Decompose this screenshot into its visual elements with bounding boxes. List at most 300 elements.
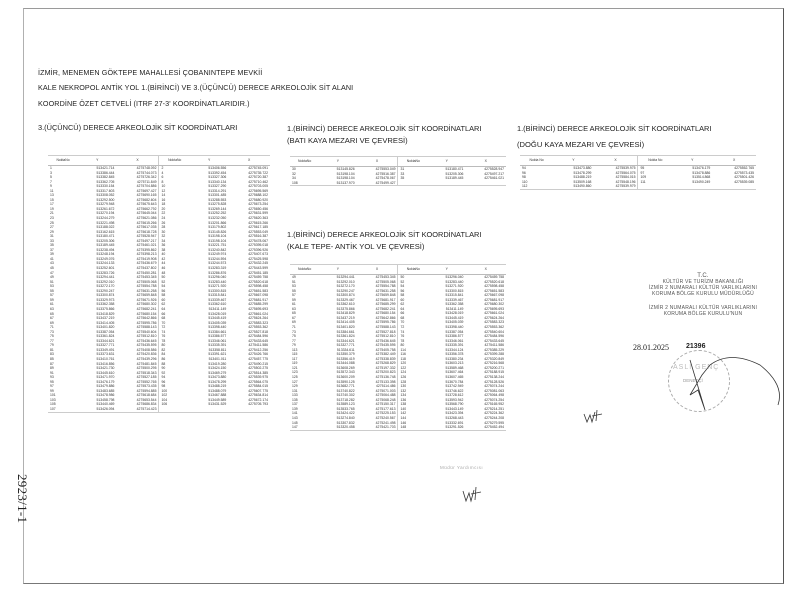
- dogu-title-line1: 1.(BİRİNCİ) DERECE ARKEOLOJİK SİT KOORDİNATLARI: [517, 124, 712, 133]
- x-coordinate-cell: 4275659.848: [375, 293, 396, 298]
- point-number-cell: 23: [50, 216, 54, 221]
- column-header: X: [465, 265, 506, 275]
- y-coordinate-cell: 513418.829: [336, 311, 355, 316]
- x-coordinate-cell: 4275216.568: [484, 361, 504, 366]
- y-coordinate-cell: 513291.526: [445, 425, 464, 430]
- point-number-cell: 83: [50, 352, 54, 357]
- point-number-cell: 55: [50, 288, 54, 293]
- y-coordinate-cell: 513740.302: [336, 393, 355, 398]
- signature-stamp-icon: [660, 350, 790, 430]
- y-coordinate-cell: 513344.621: [96, 338, 115, 343]
- point-number-cell: 113: [292, 347, 298, 352]
- point-number-cell: 106: [159, 402, 190, 407]
- y-coordinate-cell: 513392.454: [208, 170, 227, 175]
- table-header-row: [290, 265, 506, 275]
- y-coordinate-cell: 513572.343: [336, 370, 355, 375]
- y-coordinate-cell: 513198.104: [336, 171, 355, 176]
- x-coordinate-cell: 4275484.596: [484, 334, 504, 339]
- y-coordinate-cell: 513137.970: [336, 180, 355, 185]
- y-coordinate-cell: 513375.866: [96, 306, 115, 311]
- x-coordinate-cell: 4275497.217: [484, 171, 504, 176]
- x-coordinate-cell: 4275452.494: [484, 425, 504, 430]
- point-number-cell: 64: [159, 307, 190, 312]
- x-coordinate-cell: 4275650.456: [248, 206, 268, 211]
- y-coordinate-cell: 513488.219: [573, 175, 592, 180]
- point-number-cell: 78: [398, 339, 428, 344]
- y-coordinate-cell: 513269.144: [208, 206, 227, 211]
- y-coordinate-cell: 513670.784: [445, 379, 464, 384]
- point-number-cell: 101: [50, 393, 56, 398]
- x-coordinate-cell: 4275681.917: [248, 297, 268, 302]
- point-number-cell: 44: [159, 261, 190, 266]
- x-coordinate-cell: 4275553.362: [248, 325, 268, 330]
- point-number-cell: 62: [398, 302, 428, 307]
- point-number-cell: 48: [159, 271, 190, 276]
- y-coordinate-cell: 513742.949: [445, 384, 464, 389]
- point-number-cell: 147: [292, 425, 298, 430]
- point-number-cell: 28: [159, 225, 190, 230]
- x-coordinate-cell: 4275395.018: [248, 243, 268, 248]
- x-coordinate-cell: 4275695.693: [248, 306, 268, 311]
- y-coordinate-cell: 513145.826: [208, 229, 227, 234]
- point-number-cell: 82: [159, 348, 190, 353]
- y-coordinate-cell: 513271.920: [208, 284, 227, 289]
- y-coordinate-cell: 513332.691: [445, 420, 464, 425]
- x-coordinate-cell: 4275420.836: [136, 352, 157, 357]
- point-number-cell: 80: [398, 343, 428, 348]
- x-coordinate-cell: 4275624.264: [484, 315, 504, 320]
- point-number-cell: 74: [398, 330, 428, 335]
- point-number-cell: 140: [398, 407, 428, 412]
- point-number-cell: 69: [292, 320, 296, 325]
- y-coordinate-cell: 513240.842: [208, 247, 227, 252]
- x-coordinate-cell: 4275133.398: [375, 379, 396, 384]
- y-coordinate-cell: 513340.134: [208, 179, 227, 184]
- x-coordinate-cell: 4275554.788: [375, 284, 396, 289]
- y-coordinate-cell: 513272.170: [336, 284, 355, 289]
- y-coordinate-cell: 513292.500: [96, 197, 115, 202]
- y-coordinate-cell: 513329.973: [96, 297, 115, 302]
- point-number-cell: 45: [50, 266, 54, 271]
- y-coordinate-cell: 513445.610: [96, 370, 115, 375]
- point-number-cell: 30: [159, 230, 190, 235]
- center-signature-icon: [461, 485, 483, 505]
- point-number-cell: 94: [159, 375, 190, 380]
- point-number-cell: 49: [50, 275, 54, 280]
- x-coordinate-cell: 4275584.015: [615, 175, 636, 180]
- x-coordinate-cell: 4275615.266: [136, 220, 157, 225]
- y-coordinate-cell: 513356.378: [445, 352, 464, 357]
- x-coordinate-cell: 4275279.595: [484, 420, 504, 425]
- x-coordinate-cell: 4275450.281: [136, 270, 157, 275]
- column-header: Y: [428, 265, 465, 275]
- x-coordinate-cell: 4275527.818: [248, 329, 268, 334]
- x-coordinate-cell: 4275667.098: [248, 293, 268, 298]
- x-coordinate-cell: 4275685.299: [375, 302, 396, 307]
- x-coordinate-cell: 4275703.005: [248, 184, 268, 189]
- y-coordinate-cell: 513437.219: [96, 316, 115, 321]
- x-coordinate-cell: 4275682.241: [375, 306, 396, 311]
- y-coordinate-cell: 513314.291: [208, 188, 227, 193]
- x-coordinate-cell: 4275505.068: [136, 279, 157, 284]
- y-coordinate-cell: 513449.589: [208, 397, 227, 402]
- point-number-cell: 124: [398, 370, 428, 375]
- stamp-date: 28.01.2025: [633, 343, 669, 352]
- kale-title-line1: 1.(BİRİNCİ) DERECE ARKEOLOJİK SİT KOORDİNATLARI: [287, 230, 482, 239]
- y-coordinate-cell: 513483.685: [96, 388, 115, 393]
- x-coordinate-cell: 4275385.229: [484, 347, 504, 352]
- x-coordinate-cell: 4275240.567: [375, 415, 396, 420]
- point-number-cell: 142: [398, 411, 428, 416]
- point-number-cell: 29: [50, 229, 54, 234]
- x-coordinate-cell: 4275200.271: [484, 365, 504, 370]
- y-coordinate-cell: 513443.149: [445, 406, 464, 411]
- x-coordinate-cell: 4275645.044: [136, 211, 157, 216]
- column-header: NoktaNo: [290, 157, 319, 167]
- x-coordinate-cell: 4275500.295: [136, 366, 157, 371]
- x-coordinate-cell: 4275520.618: [248, 279, 268, 284]
- point-number-cell: 94: [522, 166, 526, 170]
- x-coordinate-cell: 4275634.814: [248, 393, 268, 398]
- point-number-cell: 118: [398, 357, 428, 362]
- point-number-cell: 26: [159, 221, 190, 226]
- point-number-cell: 96: [522, 170, 526, 175]
- x-coordinate-cell: 4275651.583: [484, 288, 504, 293]
- point-number-cell: [638, 184, 672, 189]
- y-coordinate-cell: 513362.610: [208, 302, 227, 307]
- y-coordinate-cell: 513593.942: [445, 397, 464, 402]
- y-coordinate-cell: 513590.125: [336, 379, 355, 384]
- y-coordinate-cell: 513431.529: [208, 402, 227, 407]
- y-coordinate-cell: 513283.440: [445, 279, 464, 284]
- y-coordinate-cell: 513473.880: [573, 166, 592, 170]
- point-number-cell: [398, 181, 428, 186]
- table-header-row: [48, 156, 270, 166]
- x-coordinate-cell: 4275225.153: [375, 411, 396, 416]
- point-number-cell: 32: [159, 234, 190, 239]
- header-coordinate-system: KOORDİNE ÖZET CETVELİ (ITRF 27-3' KOORDİNATLARIDIR.): [38, 99, 250, 108]
- column-header: X: [357, 157, 398, 167]
- point-number-cell: 40: [159, 252, 190, 257]
- y-coordinate-cell: 513272.170: [96, 284, 115, 289]
- x-coordinate-cell: 4275598.458: [484, 284, 504, 289]
- point-number-cell: 63: [292, 306, 296, 311]
- x-coordinate-cell: 4275661.024: [484, 311, 504, 316]
- y-coordinate-cell: 513401.820: [336, 325, 355, 330]
- third-degree-table: [48, 155, 270, 413]
- header-location: İZMİR, MENEMEN GÖKTEPE MAHALLESİ ÇOBANINTEPE MEVKİİ: [38, 68, 263, 77]
- point-number-cell: 14: [159, 193, 190, 198]
- point-number-cell: 78: [159, 339, 190, 344]
- y-coordinate-cell: 513296.040: [445, 275, 464, 279]
- point-number-cell: 75: [292, 334, 296, 339]
- x-coordinate-cell: 4275478.067: [375, 176, 396, 181]
- point-number-cell: 85: [50, 356, 54, 361]
- x-coordinate-cell: 4275478.067: [248, 238, 268, 243]
- point-number-cell: 22: [159, 211, 190, 216]
- x-coordinate-cell: 4275396.926: [248, 247, 268, 252]
- y-coordinate-cell: 513362.358: [96, 302, 115, 307]
- y-coordinate-cell: 513179.802: [208, 225, 227, 230]
- y-coordinate-cell: 513244.573: [208, 261, 227, 266]
- y-coordinate-cell: 513490.860: [573, 184, 592, 189]
- y-coordinate-cell: 513440.469: [96, 402, 115, 407]
- y-coordinate-cell: 513189.445: [96, 243, 115, 248]
- y-coordinate-cell: 513271.920: [445, 284, 464, 289]
- x-coordinate-cell: 4275512.810: [375, 334, 396, 339]
- y-coordinate-cell: 513283.319: [208, 266, 227, 271]
- point-number-cell: 50: [159, 275, 190, 280]
- y-coordinate-cell: 513600.209: [336, 375, 355, 380]
- y-coordinate-cell: 513346.061: [208, 338, 227, 343]
- y-coordinate-cell: 513294.441: [336, 275, 355, 279]
- y-coordinate-cell: 513274.840: [336, 415, 355, 420]
- point-number-cell: 73: [292, 329, 296, 334]
- y-coordinate-cell: 513327.306: [208, 175, 227, 180]
- y-coordinate-cell: 513401.820: [96, 325, 115, 330]
- y-coordinate-cell: 513270.194: [96, 211, 115, 216]
- point-number-cell: 69: [50, 320, 54, 325]
- point-number-cell: 126: [398, 375, 428, 380]
- x-coordinate-cell: 4275138.244: [484, 375, 504, 380]
- x-coordinate-cell: 4275505.068: [375, 279, 396, 284]
- y-coordinate-cell: 513386.577: [208, 334, 227, 339]
- point-number-cell: 25: [50, 220, 54, 225]
- point-number-cell: 77: [292, 338, 296, 343]
- y-coordinate-cell: 513308.052: [96, 193, 115, 198]
- x-coordinate-cell: 4275681.917: [375, 297, 396, 302]
- y-coordinate-cell: 513350.379: [336, 352, 355, 357]
- y-coordinate-cell: 513386.577: [445, 334, 464, 339]
- y-coordinate-cell: 513327.771: [336, 343, 355, 348]
- y-coordinate-cell: 513361.824: [96, 334, 115, 339]
- x-coordinate-cell: 4275484.596: [248, 334, 268, 339]
- y-coordinate-cell: 513424.422: [336, 411, 355, 416]
- y-coordinate-cell: 513252.252: [208, 211, 227, 216]
- x-coordinate-cell: 4275651.583: [248, 288, 268, 293]
- x-coordinate-cell: 4275680.154: [136, 311, 157, 316]
- x-coordinate-cell: 4275681.917: [484, 297, 504, 302]
- x-coordinate-cell: 4275539.975: [615, 166, 636, 170]
- y-coordinate-cell: 513300.874: [336, 293, 355, 298]
- x-coordinate-cell: 4275642.866: [375, 315, 396, 320]
- x-coordinate-cell: 4275620.363: [248, 216, 268, 221]
- x-coordinate-cell: 4275435.595: [375, 343, 396, 348]
- point-number-cell: 68: [159, 316, 190, 321]
- point-number-cell: 116: [398, 352, 428, 357]
- bati-subtitle: (BATI KAYA MEZARI VE ÇEVRESİ): [287, 136, 408, 145]
- y-coordinate-cell: 513320.458: [336, 425, 355, 430]
- x-coordinate-cell: 4275735.722: [248, 170, 268, 175]
- point-number-cell: 141: [292, 411, 298, 416]
- x-coordinate-cell: 4275548.196: [615, 179, 636, 184]
- kale-table: [290, 264, 506, 431]
- point-number-cell: 128: [398, 380, 428, 385]
- x-coordinate-cell: 4275618.728: [136, 229, 157, 234]
- point-number-cell: 117: [292, 356, 298, 361]
- y-coordinate-cell: 513275.828: [208, 202, 227, 207]
- y-coordinate-cell: 513300.874: [96, 293, 115, 298]
- y-coordinate-cell: 513405.039: [445, 320, 464, 325]
- x-coordinate-cell: 4275408.586: [136, 347, 157, 352]
- point-number-cell: 76: [159, 334, 190, 339]
- x-coordinate-cell: 4275662.792: [136, 206, 157, 211]
- x-coordinate-cell: 4275501.426: [734, 175, 754, 180]
- y-coordinate-cell: 513279.948: [96, 202, 115, 207]
- y-coordinate-cell: 513283.726: [96, 270, 115, 275]
- y-coordinate-cell: 513479.886: [96, 384, 115, 389]
- point-number-cell: 143: [292, 415, 298, 420]
- point-number-cell: 135: [292, 397, 298, 402]
- y-coordinate-cell: 513307.832: [336, 420, 355, 425]
- point-number-cell: 84: [159, 352, 190, 357]
- x-coordinate-cell: 4275554.788: [136, 284, 157, 289]
- x-coordinate-cell: [228, 407, 270, 412]
- y-coordinate-cell: 513286.876: [208, 270, 227, 275]
- x-coordinate-cell: 4275588.143: [136, 325, 157, 330]
- point-number-cell: 81: [50, 347, 54, 352]
- stamp-ministry: KÜLTÜR VE TURİZM BAKANLIĞI: [662, 279, 744, 285]
- y-coordinate-cell: 513380.234: [445, 356, 464, 361]
- x-coordinate-cell: 4275451.185: [248, 270, 268, 275]
- y-coordinate-cell: 513290.247: [96, 288, 115, 293]
- y-coordinate-cell: 513608.269: [336, 365, 355, 370]
- x-coordinate-cell: 4275518.343: [136, 370, 157, 375]
- kale-subtitle: (KALE TEPE- ANTİK YOL VE ÇEVRESİ): [287, 242, 425, 251]
- y-coordinate-cell: 513406.556: [208, 166, 227, 170]
- x-coordinate-cell: 4275490.215: [248, 361, 268, 366]
- point-number-cell: 75: [50, 334, 54, 339]
- point-number-cell: 9: [50, 184, 52, 189]
- y-coordinate-cell: 513261.672: [96, 206, 115, 211]
- point-number-cell: 111: [638, 180, 672, 185]
- y-coordinate-cell: 513387.054: [445, 329, 464, 334]
- column-header: X: [593, 156, 638, 166]
- x-coordinate-cell: 4275595.786: [136, 320, 157, 325]
- table-header-row: [290, 157, 506, 167]
- x-coordinate-cell: 4275399.288: [484, 352, 504, 357]
- x-coordinate-cell: 4275128.526: [484, 379, 504, 384]
- y-coordinate-cell: 513421.714: [96, 166, 115, 170]
- y-coordinate-cell: 513568.790: [445, 402, 464, 407]
- y-coordinate-cell: 513327.771: [96, 343, 115, 348]
- x-coordinate-cell: 4275516.387: [375, 171, 396, 176]
- point-number-cell: 43: [50, 261, 54, 266]
- point-number-cell: 54: [398, 284, 428, 289]
- y-coordinate-cell: 513188.022: [96, 225, 115, 230]
- column-header: Y: [319, 157, 356, 167]
- x-coordinate-cell: 4275685.299: [248, 302, 268, 307]
- x-coordinate-cell: 4275671.926: [136, 297, 157, 302]
- y-coordinate-cell: 513418.829: [96, 311, 115, 316]
- x-coordinate-cell: 4275436.679: [136, 261, 157, 266]
- x-coordinate-cell: [712, 184, 756, 189]
- point-number-cell: 92: [159, 371, 190, 376]
- y-coordinate-cell: 513238.494: [96, 247, 115, 252]
- column-header: NoktaNo: [48, 156, 78, 166]
- x-coordinate-cell: 4275436.645: [136, 338, 157, 343]
- point-number-cell: 133: [292, 393, 298, 398]
- bati-title: [287, 123, 481, 147]
- point-number-cell: 95: [638, 166, 672, 171]
- y-coordinate-cell: 513469.279: [208, 370, 227, 375]
- y-coordinate-cell: 513490.249: [692, 179, 711, 184]
- point-number-cell: 97: [638, 171, 672, 176]
- x-coordinate-cell: 4275617.035: [136, 225, 157, 230]
- point-number-cell: 57: [50, 293, 54, 298]
- point-number-cell: 68: [398, 316, 428, 321]
- point-number-cell: 57: [292, 293, 296, 298]
- x-coordinate-cell: 4275419.908: [136, 256, 157, 261]
- x-coordinate-cell: 4275068.248: [375, 397, 396, 402]
- y-coordinate-cell: 513292.010: [336, 279, 355, 284]
- point-number-cell: 80: [159, 343, 190, 348]
- y-coordinate-cell: 513398.440: [445, 325, 464, 330]
- x-coordinate-cell: 4275395.862: [136, 247, 157, 252]
- y-coordinate-cell: 513478.886: [692, 170, 711, 175]
- x-coordinate-cell: 4275443.599: [248, 266, 268, 271]
- x-coordinate-cell: 4275514.385: [248, 370, 268, 375]
- x-coordinate-cell: 4275197.332: [375, 365, 396, 370]
- point-number-cell: 86: [159, 357, 190, 362]
- stamp-decision-number: 21396: [686, 343, 706, 350]
- column-header: Nokta No: [638, 156, 672, 166]
- point-number-cell: 100: [159, 389, 190, 394]
- y-coordinate-cell: [428, 181, 465, 186]
- y-coordinate-cell: 513533.765: [336, 406, 355, 411]
- point-number-cell: 127: [292, 379, 298, 384]
- point-number-cell: 144: [398, 416, 428, 421]
- point-number-cell: 70: [159, 321, 190, 326]
- y-coordinate-cell: 513589.123: [336, 402, 355, 407]
- y-coordinate-cell: 513398.440: [208, 325, 227, 330]
- x-coordinate-cell: 4275680.302: [136, 302, 157, 307]
- y-coordinate-cell: 513249.974: [208, 252, 227, 257]
- point-number-cell: 56: [398, 289, 428, 294]
- point-number-cell: 99: [50, 388, 54, 393]
- dogu-subtitle: (DOĞU KAYA MEZARI VE ÇEVRESİ): [517, 140, 645, 149]
- x-coordinate-cell: 4275200.823: [375, 370, 396, 375]
- y-coordinate-cell: 513205.306: [445, 171, 464, 176]
- x-coordinate-cell: 4275502.275: [248, 366, 268, 371]
- y-coordinate-cell: 513339.467: [445, 297, 464, 302]
- point-number-cell: 79: [292, 343, 296, 348]
- point-number-cell: 97: [50, 384, 54, 389]
- y-coordinate-cell: 513416.856: [96, 361, 115, 366]
- y-coordinate-cell: 513476.179: [96, 379, 115, 384]
- y-coordinate-cell: 513300.815: [445, 288, 464, 293]
- point-number-cell: 31: [50, 234, 54, 239]
- point-number-cell: 79: [50, 343, 54, 348]
- y-coordinate-cell: 513296.040: [208, 275, 227, 280]
- x-coordinate-cell: 4275615.266: [248, 220, 268, 225]
- y-coordinate-cell: 513471.970: [96, 375, 115, 380]
- y-coordinate-cell: 513421.730: [96, 366, 115, 371]
- point-number-cell: 51: [50, 279, 54, 284]
- table-header-row: [520, 156, 756, 166]
- point-number-cell: 2: [159, 166, 190, 171]
- x-coordinate-cell: 4275528.947: [136, 234, 157, 239]
- point-number-cell: 87: [50, 361, 54, 366]
- point-number-cell: 108: [292, 180, 298, 185]
- point-number-cell: 30: [292, 167, 296, 171]
- point-number-cell: 35: [398, 176, 428, 181]
- x-coordinate-cell: 4275661.024: [248, 311, 268, 316]
- stamp-certify1: İZMİR 2 NUMARALI KÜLTÜR VARLIKLARINI: [648, 305, 758, 311]
- point-number-cell: 138: [398, 402, 428, 407]
- y-coordinate-cell: 513509.168: [573, 179, 592, 184]
- point-number-cell: 52: [398, 280, 428, 285]
